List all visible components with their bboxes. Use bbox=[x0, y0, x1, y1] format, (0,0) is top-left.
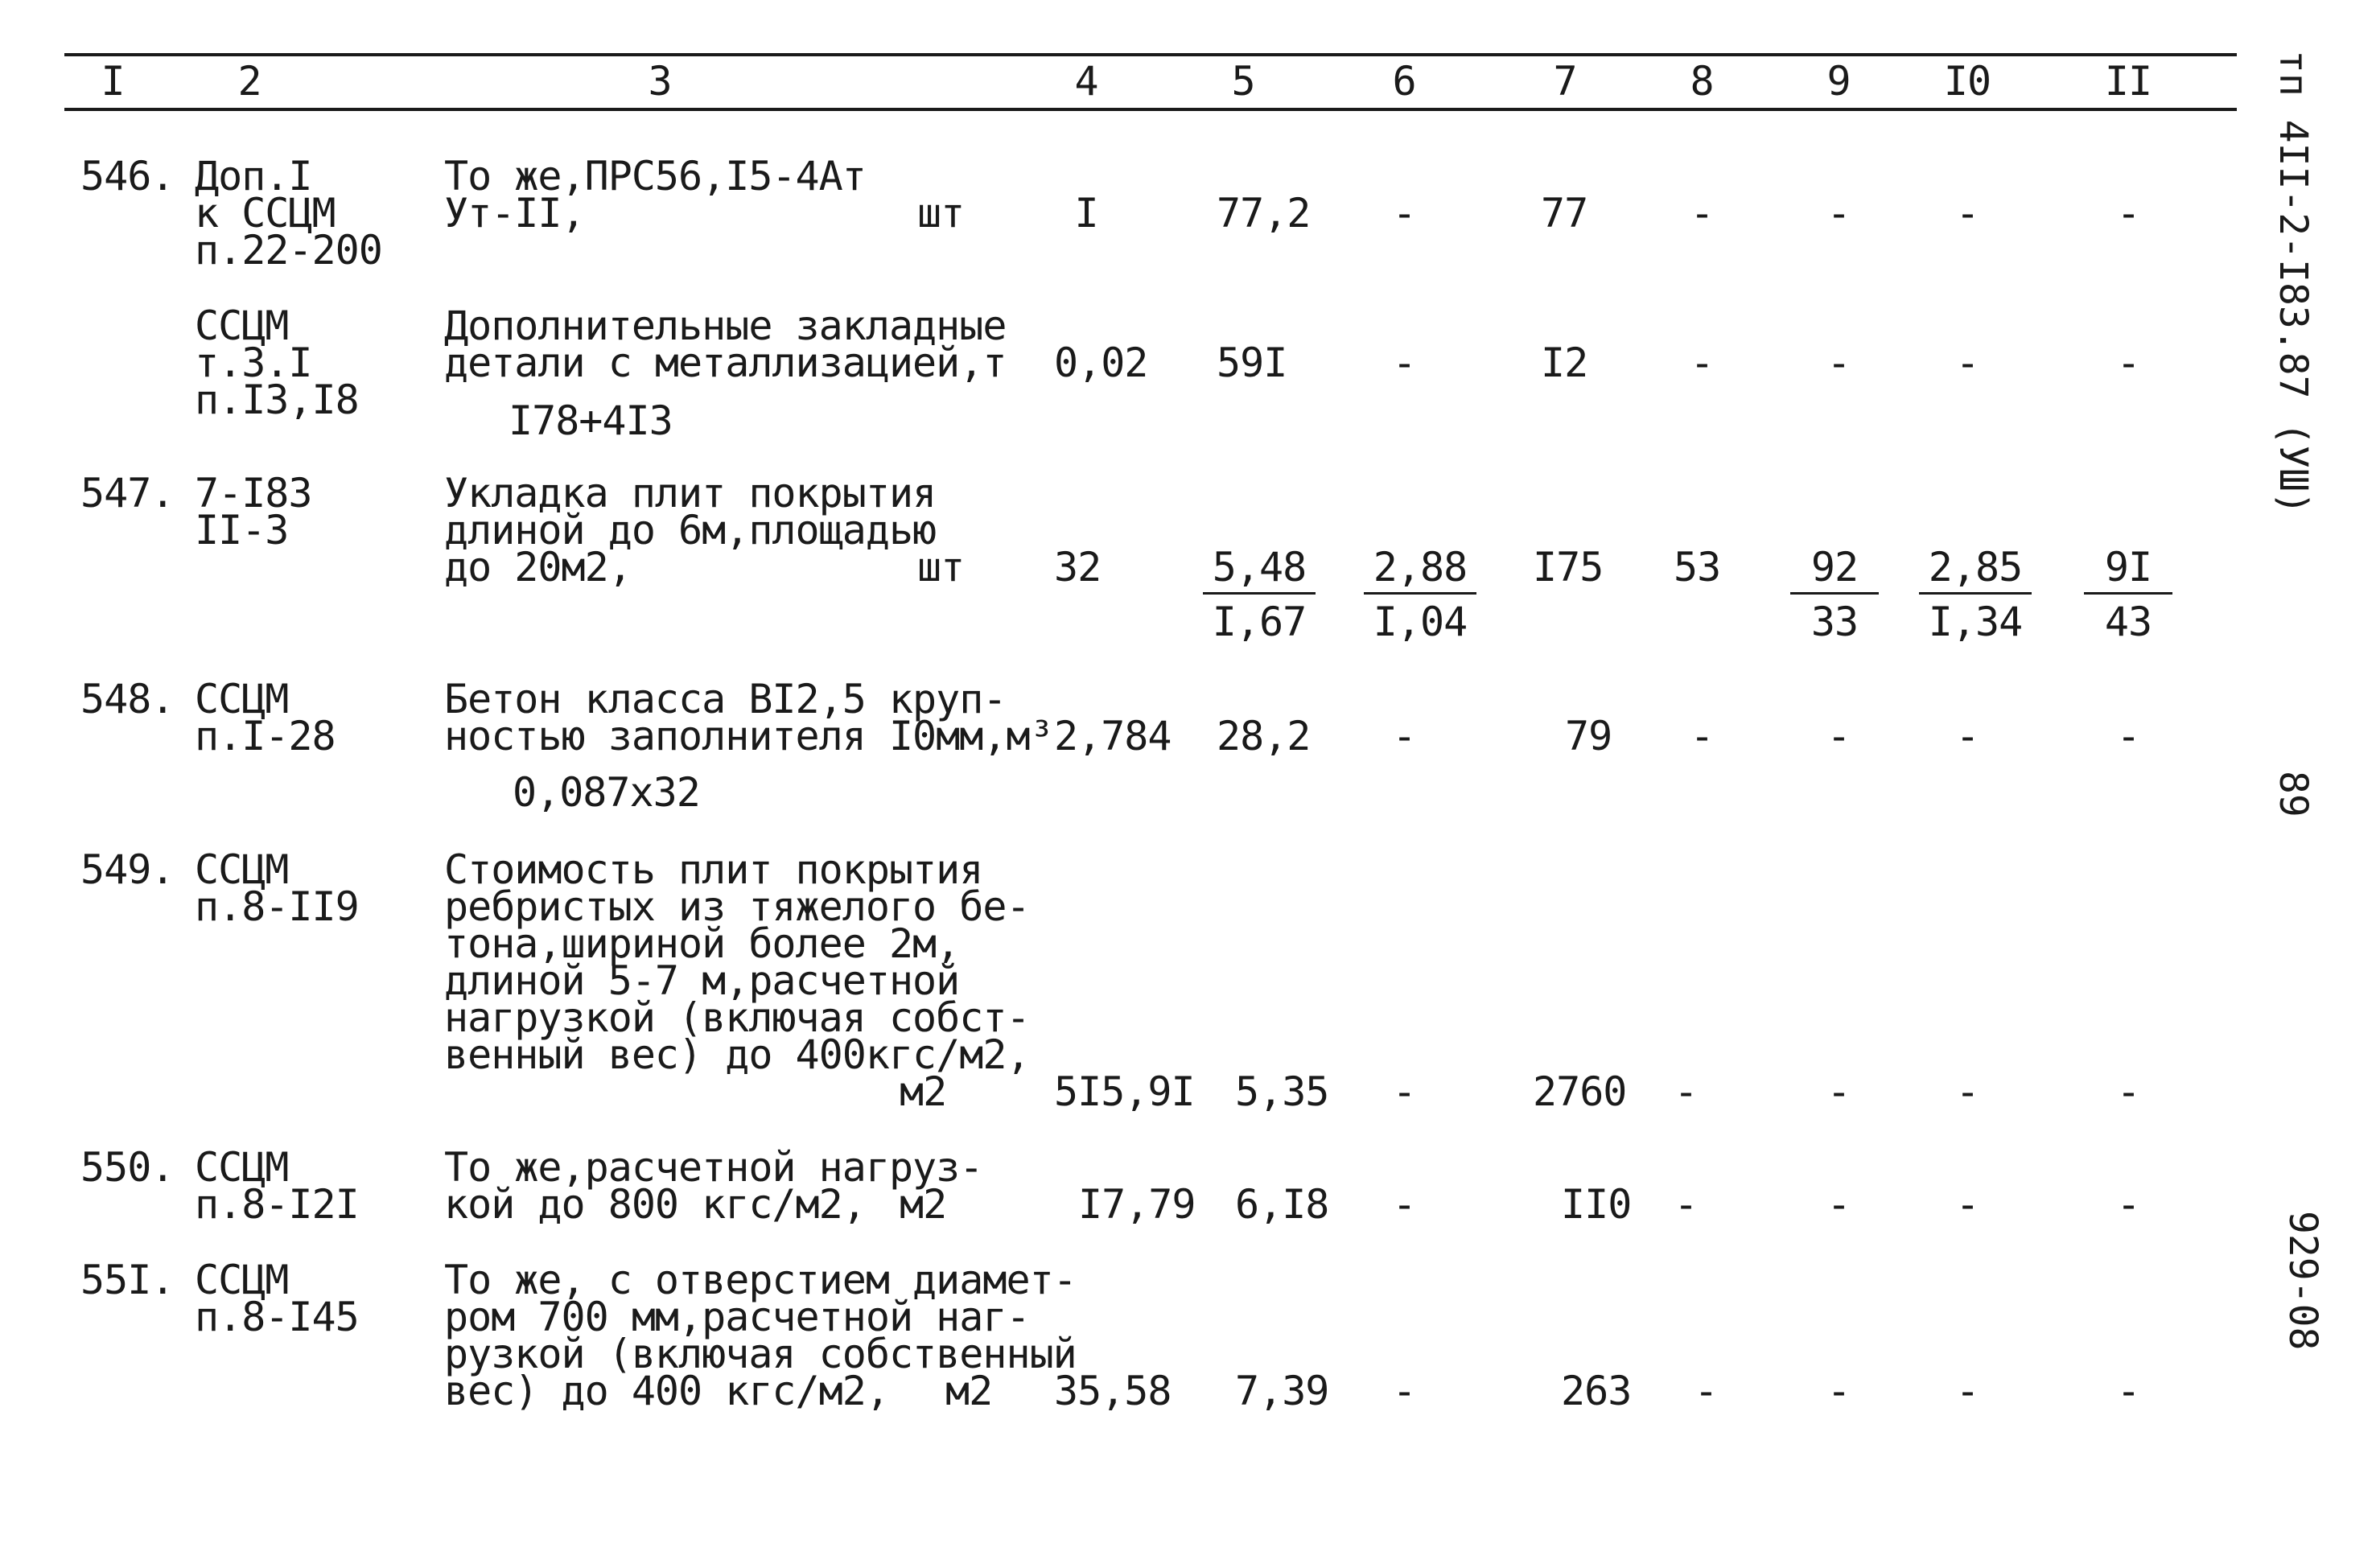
cell-col6-numerator: 2,88 bbox=[1373, 544, 1468, 591]
row-unit: шт bbox=[917, 544, 965, 591]
row-ref-line: ССЦМ bbox=[195, 1257, 289, 1303]
row-unit: шт bbox=[917, 190, 965, 237]
row-ref-line: Доп.I bbox=[195, 153, 312, 200]
cell-col4: 35,58 bbox=[1054, 1368, 1172, 1414]
fraction-bar bbox=[1919, 592, 2032, 595]
cell-col5: 6,I8 bbox=[1235, 1181, 1329, 1228]
row-ref-line: п.8-II9 bbox=[195, 883, 359, 930]
col-header-6: 6 bbox=[1392, 58, 1416, 105]
row-desc-line: ностью заполнителя I0мм,м³ bbox=[444, 713, 1053, 759]
cell-col11: - bbox=[2116, 340, 2140, 386]
cell-col7: I75 bbox=[1533, 544, 1604, 591]
row-desc-line: Стоимость плит покрытия bbox=[444, 846, 983, 893]
cell-col7: 77 bbox=[1541, 190, 1588, 237]
row-desc-line: Бетон класса BI2,5 круп- bbox=[444, 676, 1007, 722]
row-desc-line: кой до 800 кгс/м2, bbox=[444, 1181, 866, 1228]
col-header-5: 5 bbox=[1231, 58, 1255, 105]
cell-col8: - bbox=[1674, 1068, 1698, 1115]
cell-col4: I7,79 bbox=[1078, 1181, 1196, 1228]
col-header-3: 3 bbox=[648, 58, 672, 105]
cell-col11: - bbox=[2116, 713, 2140, 759]
cell-col9: - bbox=[1826, 1368, 1851, 1414]
row-desc-line: То же, с отверстием диамет- bbox=[444, 1257, 1077, 1303]
page-number: 89 bbox=[2271, 771, 2316, 817]
row-unit: м2 bbox=[900, 1068, 947, 1115]
cell-col10-denominator: I,34 bbox=[1928, 599, 2023, 645]
cell-col6: - bbox=[1392, 190, 1416, 237]
cell-col4: 0,02 bbox=[1054, 340, 1148, 386]
cell-col5-denominator: I,67 bbox=[1212, 599, 1307, 645]
cell-col5-numerator: 5,48 bbox=[1212, 544, 1307, 591]
row-desc-line: ром 700 мм,расчетной наг- bbox=[444, 1294, 1030, 1340]
cell-col7: 263 bbox=[1561, 1368, 1632, 1414]
row-desc-line: Дополнительные закладные bbox=[444, 302, 1007, 349]
cell-col7: I2 bbox=[1541, 340, 1588, 386]
row-ref-line: 7-I83 bbox=[195, 470, 312, 516]
cell-col7: II0 bbox=[1561, 1181, 1632, 1228]
row-ref-line: ССЦМ bbox=[195, 1144, 289, 1191]
fraction-bar bbox=[1364, 592, 1476, 595]
header-top-rule bbox=[64, 53, 2237, 56]
row-number: 548. bbox=[80, 676, 175, 722]
cell-col8: 53 bbox=[1674, 544, 1721, 591]
row-ref-line: ССЦМ bbox=[195, 846, 289, 893]
cell-col6: - bbox=[1392, 1068, 1416, 1115]
cell-col8: - bbox=[1690, 713, 1714, 759]
cell-col10-numerator: 2,85 bbox=[1928, 544, 2023, 591]
row-number: 549. bbox=[80, 846, 175, 893]
cell-col10: - bbox=[1955, 713, 1979, 759]
row-desc-line: тона,шириной более 2м, bbox=[444, 920, 960, 967]
row-ref-line: п.22-200 bbox=[195, 227, 382, 274]
cell-col11-numerator: 9I bbox=[2104, 544, 2152, 591]
cell-col8: - bbox=[1694, 1368, 1718, 1414]
row-desc-line: рузкой (включая собственный bbox=[444, 1331, 1077, 1377]
cell-col9: - bbox=[1826, 340, 1851, 386]
row-number: 547. bbox=[80, 470, 175, 516]
cell-col5: 7,39 bbox=[1235, 1368, 1329, 1414]
cell-col10: - bbox=[1955, 340, 1979, 386]
fraction-bar bbox=[1203, 592, 1316, 595]
col-header-4: 4 bbox=[1074, 58, 1098, 105]
cell-col8: - bbox=[1674, 1181, 1698, 1228]
row-number: 550. bbox=[80, 1144, 175, 1191]
col-header-10: I0 bbox=[1943, 58, 1991, 105]
cell-col6: - bbox=[1392, 340, 1416, 386]
cell-col7: 79 bbox=[1565, 713, 1612, 759]
cell-col4: I bbox=[1074, 190, 1098, 237]
cell-col9: - bbox=[1826, 1181, 1851, 1228]
fraction-bar bbox=[1790, 592, 1879, 595]
cell-col4: 32 bbox=[1054, 544, 1102, 591]
cell-col9-numerator: 92 bbox=[1810, 544, 1859, 591]
row-unit: м2 bbox=[900, 1181, 947, 1228]
col-header-11: II bbox=[2104, 58, 2152, 105]
cell-col5: 77,2 bbox=[1217, 190, 1311, 237]
cell-col10: - bbox=[1955, 190, 1979, 237]
cell-col10: - bbox=[1955, 1368, 1979, 1414]
row-desc-line: длиной до 6м,площадью bbox=[444, 507, 937, 554]
row-ref-line: ССЦМ bbox=[195, 676, 289, 722]
row-unit: м2 bbox=[945, 1368, 993, 1414]
row-desc-line: То же,расчетной нагруз- bbox=[444, 1144, 983, 1191]
row-number: 546. bbox=[80, 153, 175, 200]
row-ref-line: к ССЦМ bbox=[195, 190, 336, 237]
row-number: 55I. bbox=[80, 1257, 175, 1303]
row-desc-line: То же,ПРС56,I5-4Ат bbox=[444, 153, 866, 200]
row-desc-line: вес) до 400 кгс/м2, bbox=[444, 1368, 889, 1414]
row-desc-line: ребристых из тяжелого бе- bbox=[444, 883, 1030, 930]
cell-col11-denominator: 43 bbox=[2104, 599, 2152, 645]
sheet-code: 929-08 bbox=[2280, 1211, 2325, 1351]
row-ref-line: п.8-I2I bbox=[195, 1181, 359, 1228]
cell-col11: - bbox=[2116, 190, 2140, 237]
cell-col6: - bbox=[1392, 1368, 1416, 1414]
fraction-bar bbox=[2084, 592, 2172, 595]
col-header-7: 7 bbox=[1553, 58, 1577, 105]
cell-col6: - bbox=[1392, 713, 1416, 759]
cell-col7: 2760 bbox=[1533, 1068, 1627, 1115]
row-desc-line: нагрузкой (включая собст- bbox=[444, 994, 1030, 1041]
cell-col10: - bbox=[1955, 1181, 1979, 1228]
row-ref-line: п.I-28 bbox=[195, 713, 336, 759]
header-bottom-rule bbox=[64, 108, 2237, 111]
document-code: тп 4II-2-I83.87 (УШ) bbox=[2271, 50, 2316, 515]
cell-col9: - bbox=[1826, 713, 1851, 759]
cell-col4: 2,784 bbox=[1054, 713, 1172, 759]
row-desc-line: Ут-II, bbox=[444, 190, 585, 237]
row-ref-line: п.I3,I8 bbox=[195, 377, 359, 423]
row-ref-line: т.3.I bbox=[195, 340, 312, 386]
row-ref-line: п.8-I45 bbox=[195, 1294, 359, 1340]
cell-col4: 5I5,9I bbox=[1054, 1068, 1195, 1115]
cell-col5: 59I bbox=[1217, 340, 1287, 386]
row-calc: I78+4I3 bbox=[509, 397, 673, 444]
row-desc-line: Укладка плит покрытия bbox=[444, 470, 937, 516]
row-ref-line: II-3 bbox=[195, 507, 289, 554]
cell-col8: - bbox=[1690, 190, 1714, 237]
cell-col6-denominator: I,04 bbox=[1373, 599, 1468, 645]
row-desc-line: длиной 5-7 м,расчетной bbox=[444, 957, 960, 1004]
row-desc-line: венный вес) до 400кгс/м2, bbox=[444, 1031, 1030, 1078]
row-calc: 0,087x32 bbox=[513, 769, 700, 816]
cell-col9: - bbox=[1826, 190, 1851, 237]
col-header-2: 2 bbox=[237, 58, 261, 105]
cell-col9-denominator: 33 bbox=[1810, 599, 1859, 645]
cell-col11: - bbox=[2116, 1068, 2140, 1115]
cell-col11: - bbox=[2116, 1181, 2140, 1228]
cell-col5: 28,2 bbox=[1217, 713, 1311, 759]
row-desc-line: детали с металлизацией,т bbox=[444, 340, 1007, 386]
col-header-9: 9 bbox=[1826, 58, 1851, 105]
cell-col8: - bbox=[1690, 340, 1714, 386]
cell-col9: - bbox=[1826, 1068, 1851, 1115]
cell-col10: - bbox=[1955, 1068, 1979, 1115]
row-ref-line: ССЦМ bbox=[195, 302, 289, 349]
row-desc-line: до 20м2, bbox=[444, 544, 632, 591]
cell-col5: 5,35 bbox=[1235, 1068, 1329, 1115]
cell-col11: - bbox=[2116, 1368, 2140, 1414]
col-header-8: 8 bbox=[1690, 58, 1714, 105]
col-header-1: I bbox=[101, 58, 125, 105]
cell-col6: - bbox=[1392, 1181, 1416, 1228]
